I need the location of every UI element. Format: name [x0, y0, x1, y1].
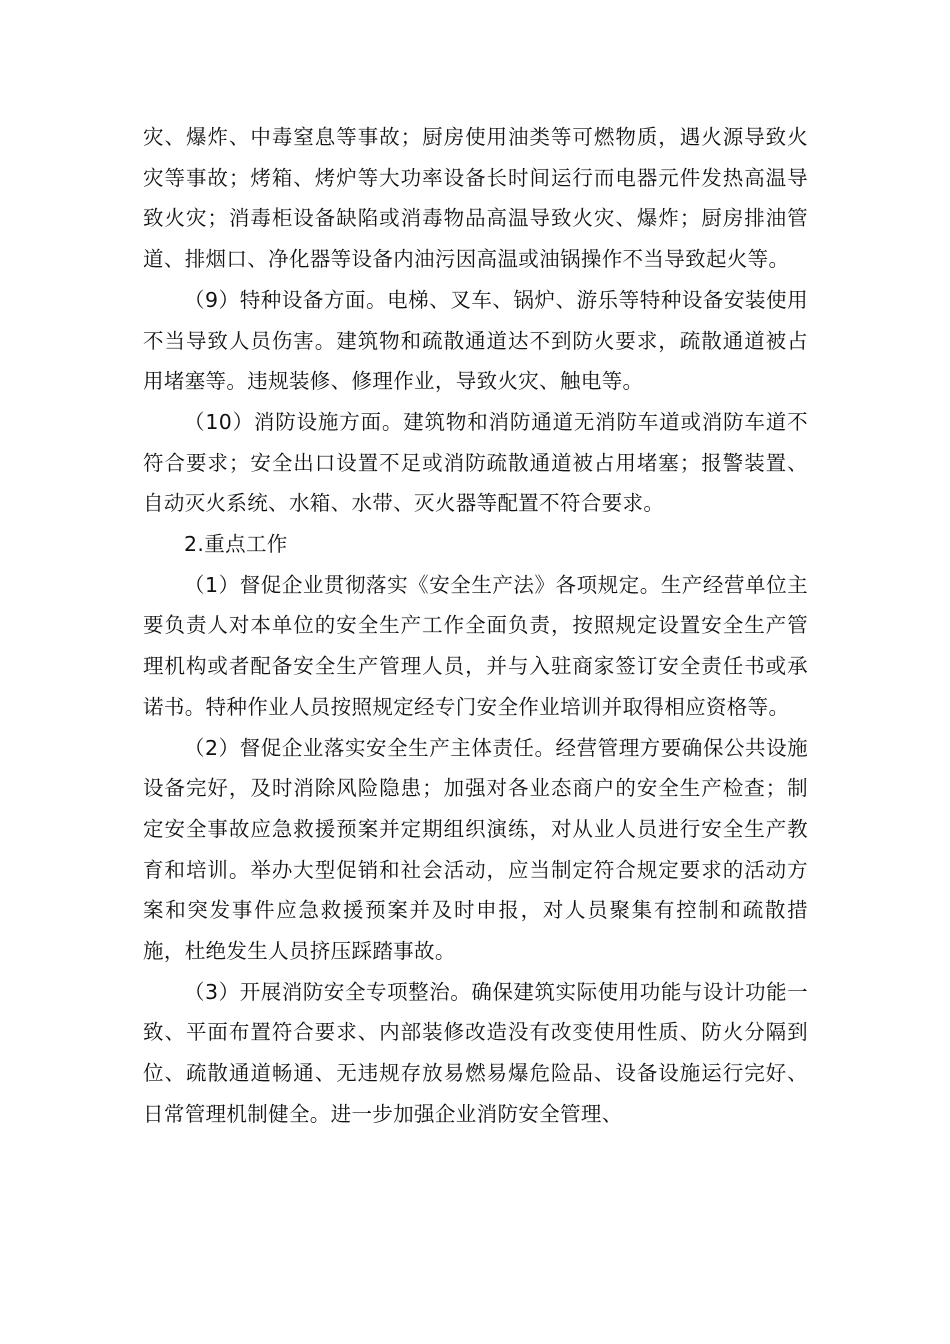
paragraph-special-equipment: （9）特种设备方面。电梯、叉车、锅炉、游乐等特种设备安装使用不当导致人员伤害。建筑物和疏散通道达不到防火要求，疏散通道被占用堵塞等。违规装修、修理作业，导致火灾、触电等。 — [143, 287, 808, 394]
paragraph-fire-facilities: （10）消防设施方面。建筑物和消防通道无消防车道或消防车道不符合要求；安全出口设置不足或消防疏散通道被占用堵塞；报警装置、自动灭火系统、水箱、水带、灭火器等配置不符合要求。 — [143, 409, 808, 516]
paragraph-safety-law: （1）督促企业贯彻落实《安全生产法》各项规定。生产经营单位主要负责人对本单位的安全生产工作全面负责，按照规定设置安全生产管理机构或者配备安全生产管理人员，并与入驻商家签订安全责任书或承诺书。特种作业人员按照规定经专门安全作业培训并取得相应资格等。 — [143, 572, 808, 719]
paragraph-main-responsibility: （2）督促企业落实安全生产主体责任。经营管理方要确保公共设施设备完好，及时消除风险隐患；加强对各业态商户的安全生产检查；制定安全事故应急救援预案并定期组织演练，对从业人员进行安全生产教育和培训。举办大型促销和社会活动，应当制定符合规定要求的活动方案和突发事件应急救援预案并及时申报，对人员聚集有控制和疏散措施，杜绝发生人员挤压踩踏事故。 — [143, 735, 808, 964]
section-heading-key-work: 2.重点工作 — [184, 532, 288, 557]
paragraph-fire-safety-rectification: （3）开展消防安全专项整治。确保建筑实际使用功能与设计功能一致、平面布置符合要求、内部装修改造没有改变使用性质、防火分隔到位、疏散通道畅通、无违规存放易燃易爆危险品、设备设施运行完好、日常管理机制健全。进一步加强企业消防安全管理、 — [143, 979, 808, 1126]
paragraph-hazards-continued: 灾、爆炸、中毒窒息等事故；厨房使用油类等可燃物质，遇火源导致火灾等事故；烤箱、烤炉等大功率设备长时间运行而电器元件发热高温导致火灾；消毒柜设备缺陷或消毒物品高温导致火灾、爆炸；厨房排油管道、排烟口、净化器等设备内油污因高温或油锅操作不当导致起火等。 — [143, 125, 808, 272]
document-body — [143, 117, 808, 1135]
